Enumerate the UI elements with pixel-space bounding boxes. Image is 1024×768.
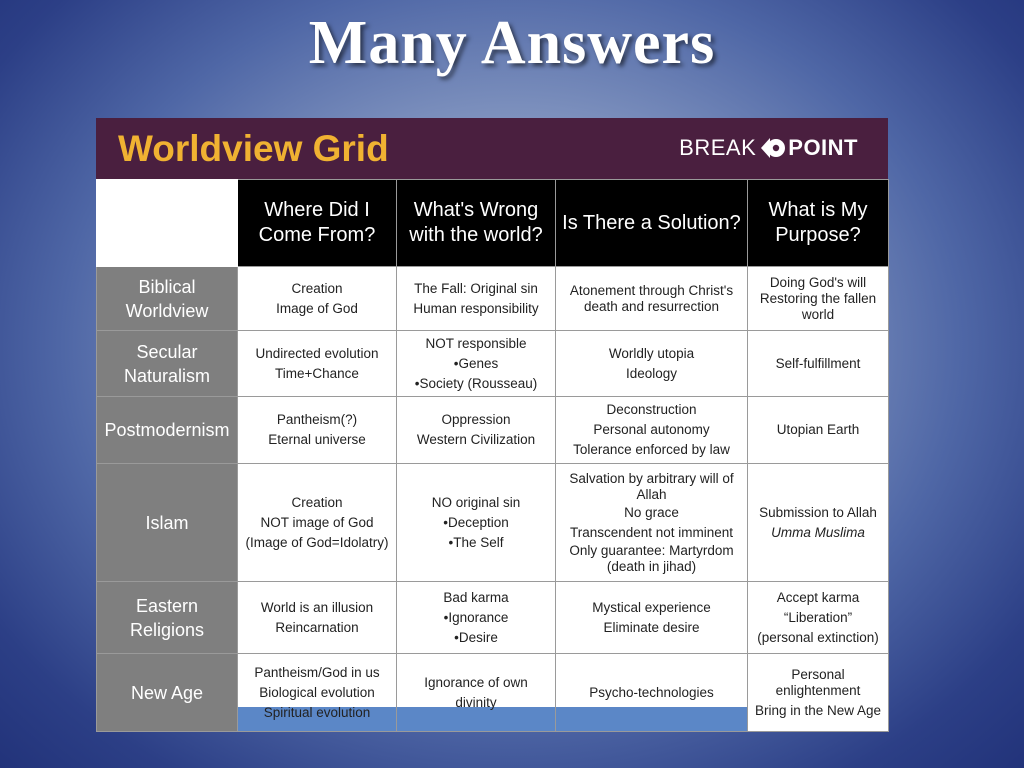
grid-banner xyxy=(96,118,888,179)
table-cell: Mystical experience Eliminate desire xyxy=(556,582,748,654)
table-cell: Ignorance of own divinity xyxy=(397,654,556,732)
table-cell: Salvation by arbitrary will of Allah No grace Transcendent not imminent Only guarantee: Martyrdom (death in jihad) xyxy=(556,464,748,582)
worldview-grid xyxy=(96,118,888,730)
table-cell: Bad karma •Ignorance •Desire xyxy=(397,582,556,654)
slide-title: Many Answers xyxy=(308,9,716,77)
table-cell: Creation NOT image of God (Image of God=Idolatry) xyxy=(238,464,397,582)
table-cell: Worldly utopia Ideology xyxy=(556,331,748,397)
logo-mark-icon xyxy=(757,136,787,160)
table-cell: World is an illusion Reincarnation xyxy=(238,582,397,654)
corner-cell xyxy=(97,180,238,267)
table-cell: Psycho-technologies xyxy=(556,654,748,732)
header-row xyxy=(97,180,889,267)
table-row xyxy=(97,654,889,732)
table-cell: NOT responsible •Genes •Society (Rousseau) xyxy=(397,331,556,397)
row-label: Secular Naturalism xyxy=(97,331,238,397)
table-cell: Submission to Allah Umma Muslima xyxy=(748,464,889,582)
highlight-bar xyxy=(556,707,747,731)
logo-text-point: POINT xyxy=(788,135,858,160)
row-label: New Age xyxy=(97,654,238,732)
table-cell: Personal enlightenment Bring in the New Age xyxy=(748,654,889,732)
table-cell: Oppression Western Civilization xyxy=(397,397,556,464)
column-header: Where Did I Come From? xyxy=(238,180,397,267)
logo-text-break: BREAK xyxy=(679,135,757,160)
table-cell: The Fall: Original sin Human responsibility xyxy=(397,267,556,331)
table-cell: Undirected evolution Time+Chance xyxy=(238,331,397,397)
column-header: What is My Purpose? xyxy=(748,180,889,267)
table-cell: Accept karma “Liberation” (personal extinction) xyxy=(748,582,889,654)
table-cell: Atonement through Christ's death and resurrection xyxy=(556,267,748,331)
table-cell: Utopian Earth xyxy=(748,397,889,464)
row-label: Postmodernism xyxy=(97,397,238,464)
table-cell: Creation Image of God xyxy=(238,267,397,331)
column-header: What's Wrong with the world? xyxy=(397,180,556,267)
row-label: Eastern Religions xyxy=(97,582,238,654)
table-row xyxy=(97,464,889,582)
row-label: Islam xyxy=(97,464,238,582)
table-row xyxy=(97,331,889,397)
table-cell: Pantheism/God in us Biological evolution Spiritual evolution xyxy=(238,654,397,732)
column-header: Is There a Solution? xyxy=(556,180,748,267)
table-row xyxy=(97,397,889,464)
row-label: Biblical Worldview xyxy=(97,267,238,331)
table-cell: Doing God's will Restoring the fallen world xyxy=(748,267,889,331)
grid-title: Worldview Grid xyxy=(118,128,389,169)
table-cell: Deconstruction Personal autonomy Tolerance enforced by law xyxy=(556,397,748,464)
table-cell: Pantheism(?) Eternal universe xyxy=(238,397,397,464)
table-row xyxy=(97,582,889,654)
table-row xyxy=(97,267,889,331)
table-cell: Self-fulfillment xyxy=(748,331,889,397)
breakpoint-logo xyxy=(679,133,858,163)
table-cell: NO original sin •Deception •The Self xyxy=(397,464,556,582)
grid-table xyxy=(96,179,889,732)
